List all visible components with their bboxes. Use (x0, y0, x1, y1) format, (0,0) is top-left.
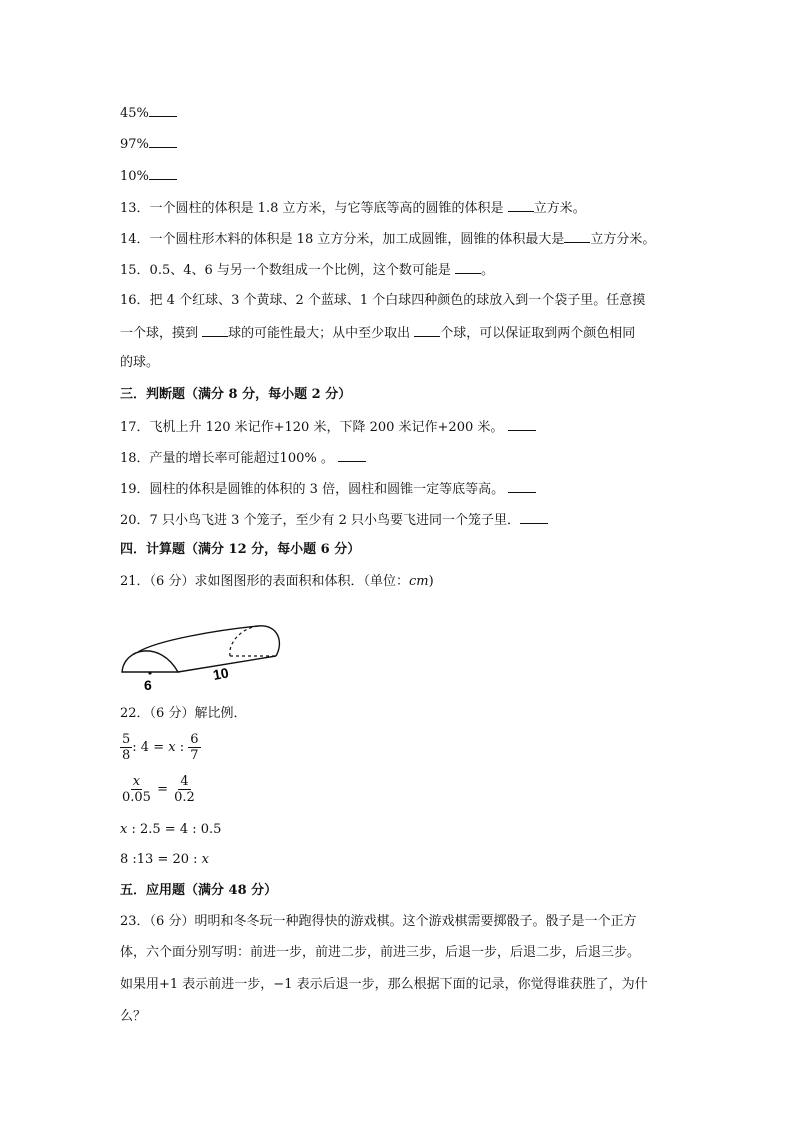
percent-item: 97% (120, 134, 177, 154)
fraction: $\frac{6}{7}$ (190, 732, 199, 763)
question-18: 18．产量的增长率可能超过100% 。 (120, 448, 366, 468)
diameter-label: 6 (144, 677, 152, 692)
question-14: 14．一个圆柱形木料的体积是 18 立方分米，加工成圆锥，圆锥的体积最大是 立方分米。 (120, 229, 655, 249)
fraction: $\frac{4}{0.2}$ (174, 774, 195, 805)
front-face-outline (122, 651, 178, 672)
answer-blank[interactable] (455, 260, 481, 274)
question-20: 20．7 只小鸟飞进 3 个笼子，至少有 2 只小鸟要飞进同一个笼子里． (120, 510, 548, 530)
answer-blank[interactable] (149, 134, 177, 148)
answer-blank[interactable] (520, 510, 548, 524)
section-heading: 三．判断题（满分 8 分，每小题 2 分） (120, 387, 352, 402)
half-cylinder-figure (118, 620, 288, 692)
answer-blank[interactable] (338, 448, 366, 462)
back-face-arc (258, 626, 279, 656)
answer-blank[interactable] (149, 166, 177, 180)
answer-blank[interactable] (414, 323, 440, 337)
length-label: 10 (211, 664, 230, 683)
question-15: 15．0.5、4、6 与另一个数组成一个比例，这个数可能是 。 (120, 260, 494, 280)
question-19: 19．圆柱的体积是圆锥的体积的 3 倍，圆柱和圆锥一定等底等高。 (120, 479, 536, 499)
fraction: $\frac{x}{0.05}$ (122, 774, 151, 805)
top-edge (138, 626, 258, 652)
question-16-line1: 16．把 4 个红球、3 个黄球、2 个蓝球、1 个白球四种颜色的球放入到一个袋子里。任意摸 (120, 293, 646, 308)
answer-blank[interactable] (564, 229, 590, 243)
question-16-line3: 的球。 (120, 355, 160, 370)
fraction: $\frac{5}{8}$ (122, 732, 131, 763)
equation-1: $\frac{5}{8}$ : 4 = x : $\frac{6}{7}$ (122, 732, 199, 763)
question-23-line3: 如果用+1 表示前进一步，−1 表示后退一步，那么根据下面的记录，你觉得谁获胜了，为什 (120, 977, 648, 992)
diameter-mark (148, 671, 151, 674)
equation-3: x : 2.5 = 4 : 0.5 (120, 822, 222, 837)
question-21: 21．（6 分）求如图图形的表面积和体积．（单位：cm) (120, 574, 434, 589)
question-13: 13．一个圆柱的体积是 1.8 立方米，与它等底等高的圆锥的体积是 立方米。 (120, 198, 586, 218)
percent-item: 10% (120, 166, 177, 186)
equation-4: 8 :13 = 20 : x (120, 852, 210, 867)
percent-item: 45% (120, 103, 177, 123)
section-heading: 五．应用题（满分 48 分） (120, 883, 278, 898)
section-heading: 四．计算题（满分 12 分，每小题 6 分） (120, 542, 361, 557)
question-17: 17．飞机上升 120 米记作+120 米，下降 200 米记作+200 米。 (120, 417, 536, 437)
question-23-line4: 么？ (120, 1009, 147, 1024)
question-22: 22．（6 分）解比例． (120, 706, 247, 721)
equation-2: $\frac{x}{0.05}$ = $\frac{4}{0.2}$ (122, 774, 195, 805)
answer-blank[interactable] (508, 198, 534, 212)
answer-blank[interactable] (202, 323, 228, 337)
question-16-line2: 一个球，摸到 球的可能性最大；从中至少取出 个球，可以保证取到两个颜色相同 (120, 323, 635, 343)
question-23-line1: 23．（6 分）明明和冬冬玩一种跑得快的游戏棋。这个游戏棋需要掷骰子。骰子是一个正方 (120, 914, 637, 929)
question-23-line2: 体，六个面分别写明：前进一步，前进二步，前进三步，后退一步，后退二步，后退三步。 (120, 945, 641, 960)
answer-blank[interactable] (508, 479, 536, 493)
answer-blank[interactable] (508, 417, 536, 431)
back-face-hidden-arc (230, 626, 258, 656)
answer-blank[interactable] (149, 103, 177, 117)
